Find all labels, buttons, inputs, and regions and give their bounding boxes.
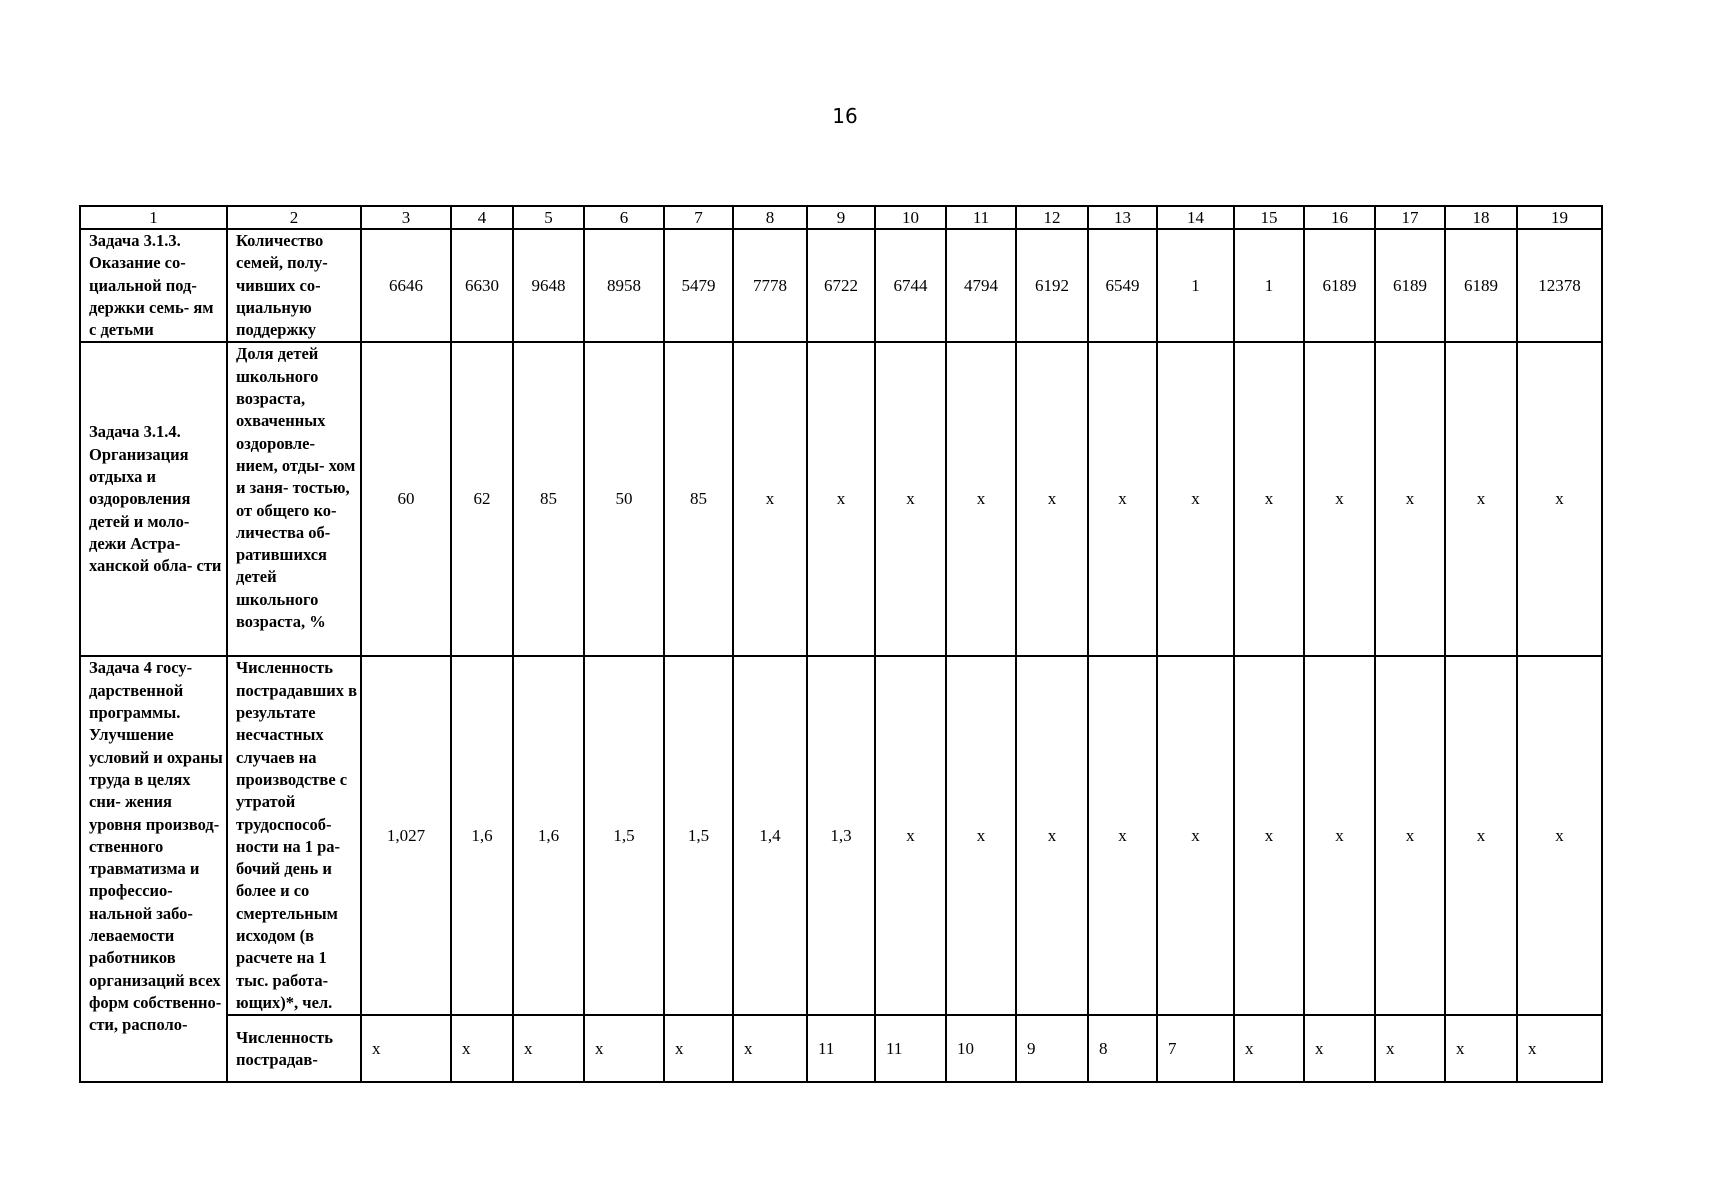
value-cell: x xyxy=(513,1015,584,1082)
value-cell: 6189 xyxy=(1304,229,1375,342)
table-row xyxy=(80,342,1602,656)
value-cell: x xyxy=(584,1015,664,1082)
value-cell: x xyxy=(1304,1015,1375,1082)
value-cell: x xyxy=(664,1015,733,1082)
value-cell: 85 xyxy=(664,342,733,656)
table-row xyxy=(80,1015,1602,1082)
value-cell: x xyxy=(1375,342,1445,656)
value-cell: 11 xyxy=(807,1015,875,1082)
header-cell: 11 xyxy=(946,206,1016,229)
header-cell: 10 xyxy=(875,206,946,229)
header-cell: 14 xyxy=(1157,206,1234,229)
table-row xyxy=(80,229,1602,342)
value-cell: 1,5 xyxy=(584,656,664,1015)
value-cell: x xyxy=(1304,656,1375,1015)
header-cell: 5 xyxy=(513,206,584,229)
value-cell: 8958 xyxy=(584,229,664,342)
value-cell: 6744 xyxy=(875,229,946,342)
indicator-cell: Численность пострадавших в результате несчастных случаев на производстве с утратой трудоспособ- ности на 1 ра- бочий день и более и со смертельным исходом (в расчете на 1 тыс. работа- ющих)*, чел. xyxy=(227,656,361,1015)
value-cell: x xyxy=(1088,656,1157,1015)
value-cell: x xyxy=(1445,1015,1517,1082)
value-cell: x xyxy=(1517,1015,1602,1082)
value-cell: 6630 xyxy=(451,229,513,342)
value-cell: 12378 xyxy=(1517,229,1602,342)
value-cell: x xyxy=(1445,656,1517,1015)
value-cell: x xyxy=(733,1015,807,1082)
value-cell: x xyxy=(1157,342,1234,656)
value-cell: 62 xyxy=(451,342,513,656)
value-cell: x xyxy=(1375,656,1445,1015)
value-cell: 6722 xyxy=(807,229,875,342)
header-cell: 7 xyxy=(664,206,733,229)
value-cell: x xyxy=(1234,342,1304,656)
header-cell: 9 xyxy=(807,206,875,229)
value-cell: x xyxy=(361,1015,451,1082)
page-number: 16 xyxy=(832,104,858,128)
value-cell: 60 xyxy=(361,342,451,656)
value-cell: 50 xyxy=(584,342,664,656)
indicator-cell: Численность пострадав- xyxy=(227,1015,361,1082)
header-cell: 18 xyxy=(1445,206,1517,229)
task-cell: Задача 4 госу- дарственной программы. Улучшение условий и охраны труда в целях сни- жения уровня производ- ственного травматизма и профессио- нальной забо- леваемости работников организаций всех форм собственно- сти, располо- xyxy=(80,656,227,1082)
header-cell: 15 xyxy=(1234,206,1304,229)
value-cell: x xyxy=(1445,342,1517,656)
table-row xyxy=(80,656,1602,1015)
header-row xyxy=(80,206,1602,229)
header-cell: 17 xyxy=(1375,206,1445,229)
indicator-cell: Количество семей, полу- чивших со- циальную поддержку xyxy=(227,229,361,342)
value-cell: 6189 xyxy=(1445,229,1517,342)
value-cell: 85 xyxy=(513,342,584,656)
value-cell: 1,6 xyxy=(451,656,513,1015)
value-cell: 1 xyxy=(1157,229,1234,342)
header-cell: 12 xyxy=(1016,206,1088,229)
value-cell: 7778 xyxy=(733,229,807,342)
value-cell: 1,5 xyxy=(664,656,733,1015)
value-cell: x xyxy=(1517,656,1602,1015)
value-cell: x xyxy=(1016,656,1088,1015)
value-cell: x xyxy=(1517,342,1602,656)
value-cell: 1,3 xyxy=(807,656,875,1015)
header-cell: 1 xyxy=(80,206,227,229)
header-cell: 13 xyxy=(1088,206,1157,229)
value-cell: 1,4 xyxy=(733,656,807,1015)
value-cell: 7 xyxy=(1157,1015,1234,1082)
indicators-table xyxy=(79,205,1603,1083)
value-cell: 6646 xyxy=(361,229,451,342)
task-cell: Задача 3.1.4. Организация отдыха и оздоровления детей и моло- дежи Астра- ханской обла- сти xyxy=(80,342,227,656)
value-cell: 6549 xyxy=(1088,229,1157,342)
header-cell: 4 xyxy=(451,206,513,229)
value-cell: 6192 xyxy=(1016,229,1088,342)
value-cell: x xyxy=(1304,342,1375,656)
value-cell: 10 xyxy=(946,1015,1016,1082)
value-cell: x xyxy=(1016,342,1088,656)
header-cell: 19 xyxy=(1517,206,1602,229)
value-cell: x xyxy=(1088,342,1157,656)
value-cell: x xyxy=(875,656,946,1015)
value-cell: x xyxy=(451,1015,513,1082)
value-cell: 1,6 xyxy=(513,656,584,1015)
value-cell: 6189 xyxy=(1375,229,1445,342)
value-cell: x xyxy=(807,342,875,656)
indicator-cell: Доля детей школьного возраста, охваченных оздоровле- нием, отды- хом и заня- тостью, от общего ко- личества об- ратившихся детей школьного возраста, % xyxy=(227,342,361,656)
value-cell: 11 xyxy=(875,1015,946,1082)
value-cell: 1,027 xyxy=(361,656,451,1015)
value-cell: x xyxy=(1375,1015,1445,1082)
value-cell: 9 xyxy=(1016,1015,1088,1082)
header-cell: 2 xyxy=(227,206,361,229)
header-cell: 16 xyxy=(1304,206,1375,229)
header-cell: 3 xyxy=(361,206,451,229)
value-cell: x xyxy=(733,342,807,656)
value-cell: x xyxy=(875,342,946,656)
value-cell: x xyxy=(946,342,1016,656)
value-cell: 9648 xyxy=(513,229,584,342)
header-cell: 8 xyxy=(733,206,807,229)
value-cell: 4794 xyxy=(946,229,1016,342)
task-cell: Задача 3.1.3. Оказание со- циальной под- держки семь- ям с детьми xyxy=(80,229,227,342)
value-cell: x xyxy=(946,656,1016,1015)
value-cell: 1 xyxy=(1234,229,1304,342)
value-cell: x xyxy=(1157,656,1234,1015)
value-cell: x xyxy=(1234,1015,1304,1082)
value-cell: x xyxy=(1234,656,1304,1015)
value-cell: 8 xyxy=(1088,1015,1157,1082)
value-cell: 5479 xyxy=(664,229,733,342)
header-cell: 6 xyxy=(584,206,664,229)
